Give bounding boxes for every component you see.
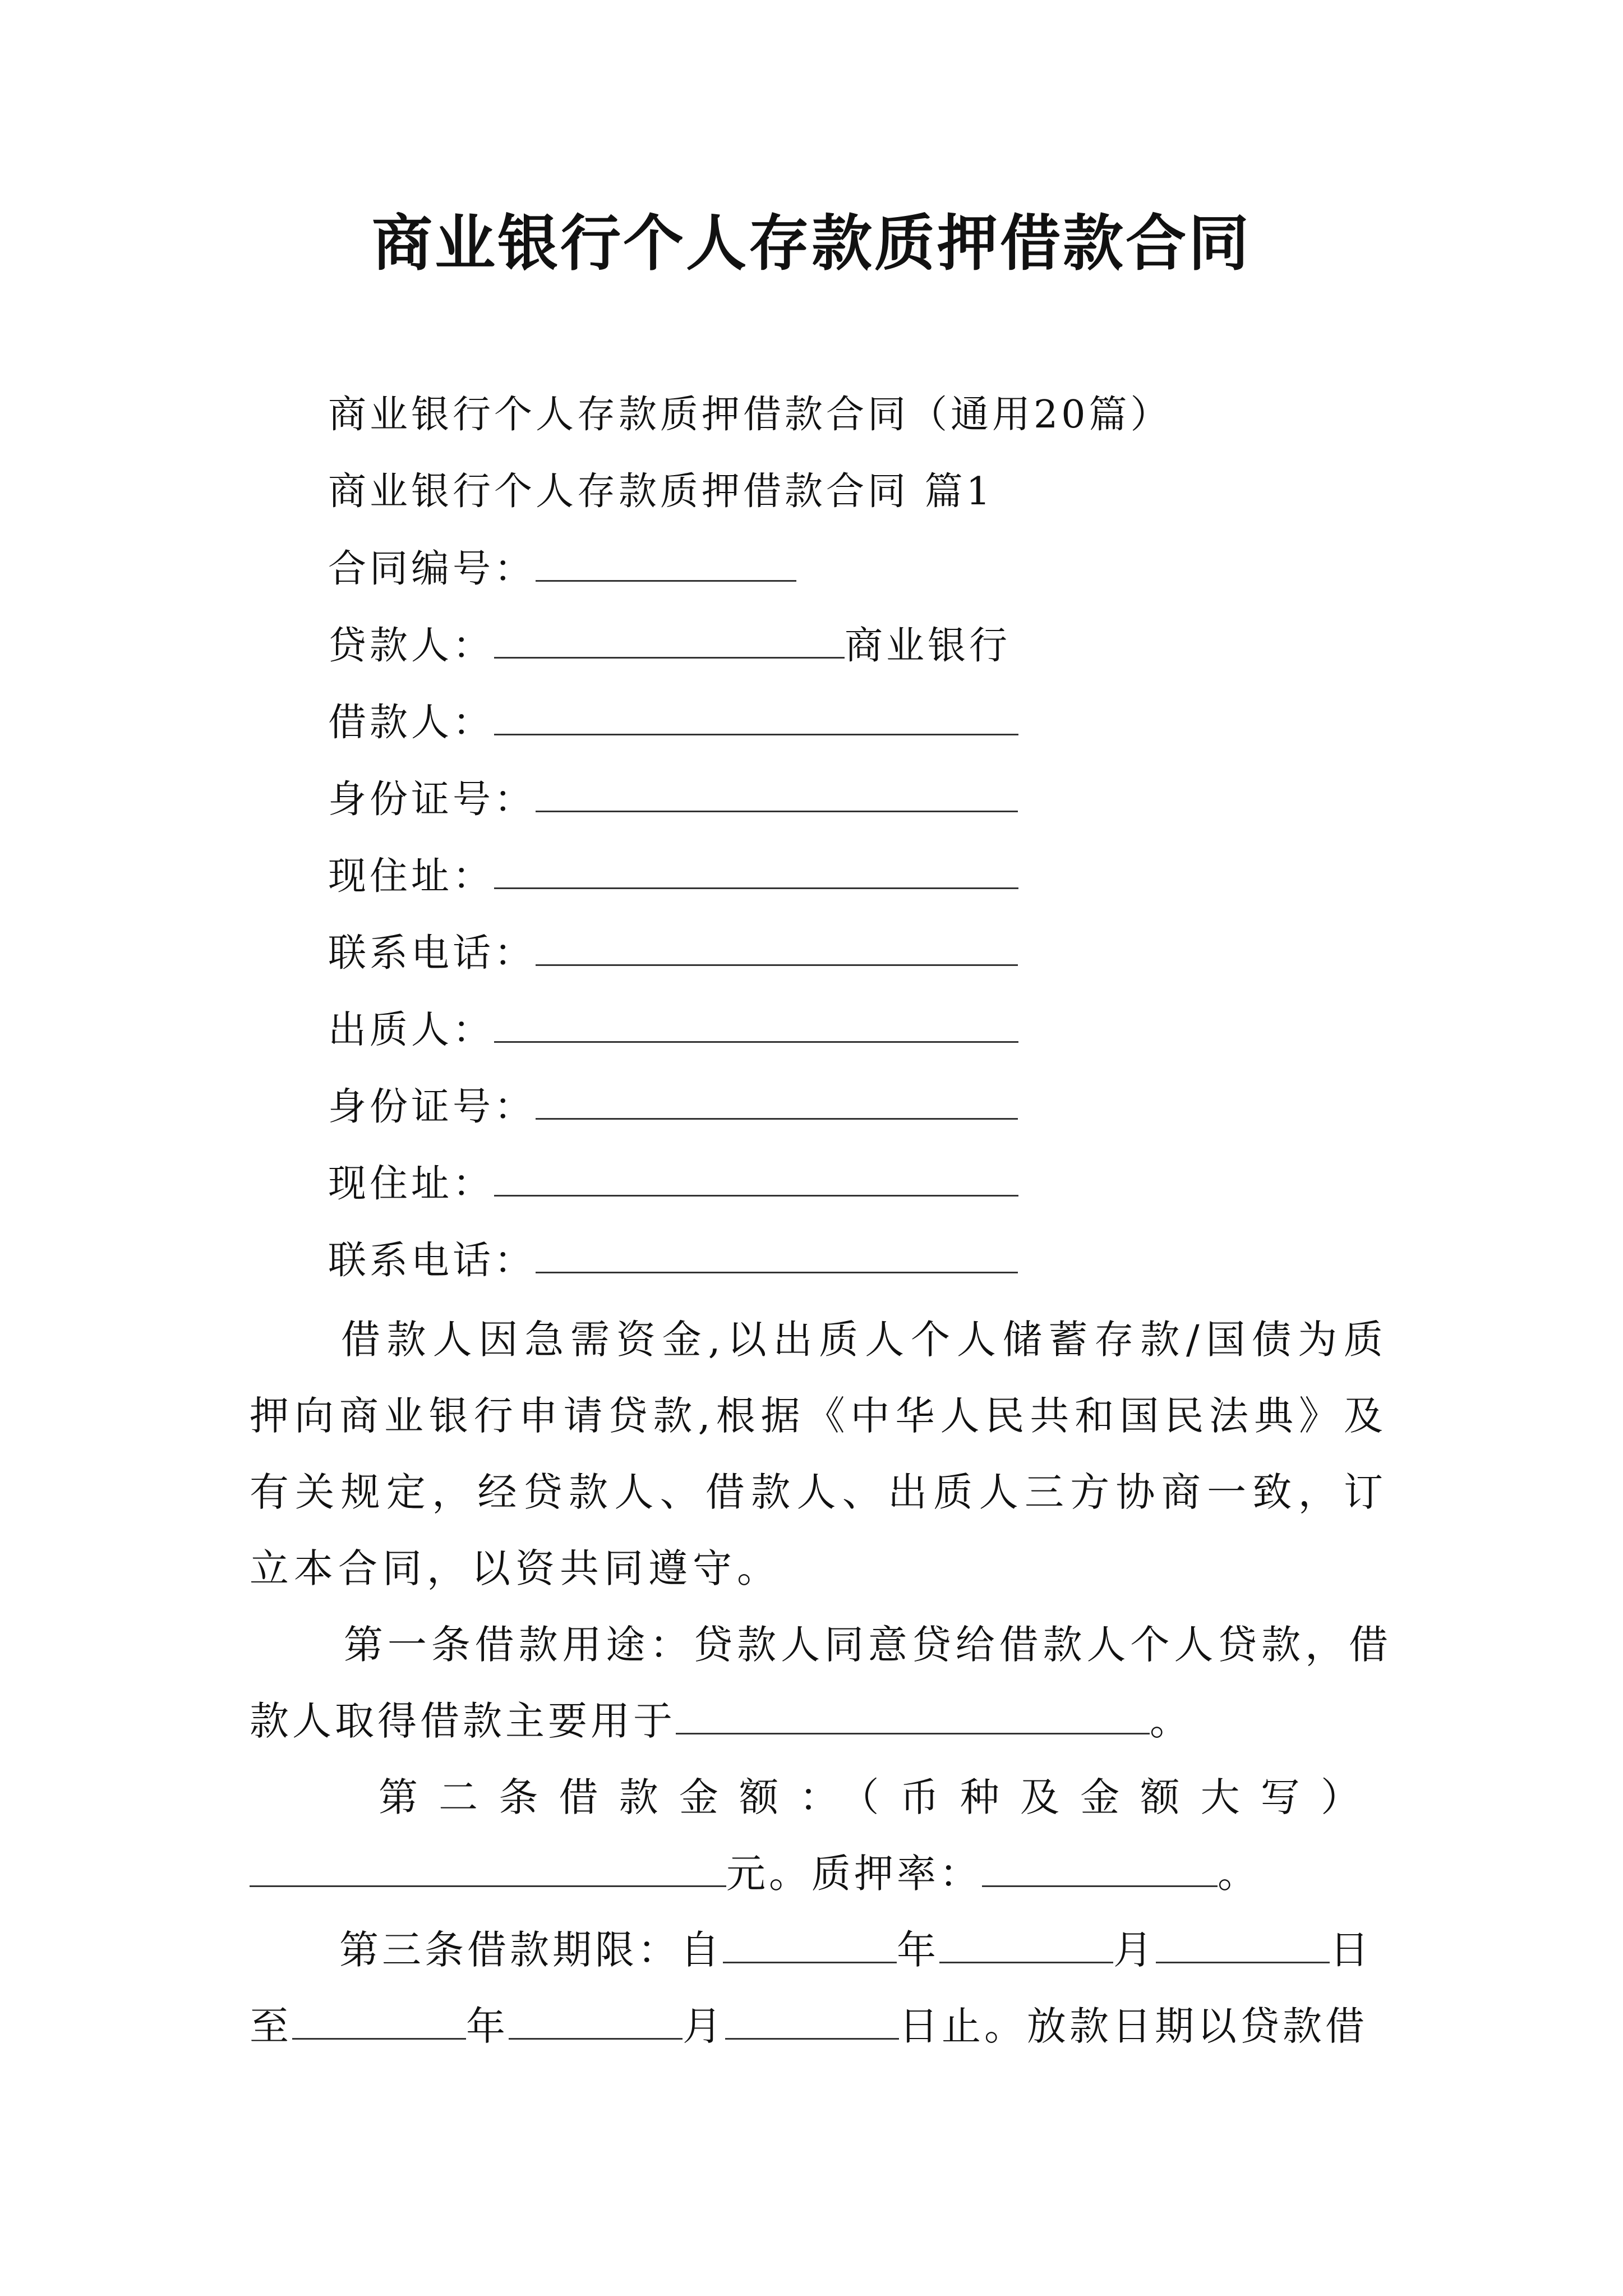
article-1-line-1 (250, 1607, 1388, 1683)
article-3-tail: 日止。放款日期以贷款借 (899, 2003, 1368, 2049)
borrower-label: 借款人： (328, 701, 495, 745)
pledgor-id-row (328, 1079, 1018, 1135)
article-3-year-1: 年 (897, 1927, 939, 1973)
article-1-text-a: 第一条借款用途：贷款人同意贷给借款人个人贷款，借 (339, 1622, 1388, 1668)
article-3-end-month-blank (509, 1999, 683, 2040)
borrower-id-blank (536, 771, 1018, 812)
lender-label: 贷款人： (328, 624, 495, 668)
document-subtitle: 商业银行个人存款质押借款合同（通用20篇） (328, 393, 1172, 437)
pledgor-phone-blank (536, 1232, 1018, 1273)
article-1-purpose-blank (676, 1694, 1150, 1734)
article-3-to: 至 (250, 2003, 292, 2049)
article-3-line-1 (339, 1912, 1372, 1988)
borrower-blank (494, 694, 1018, 735)
borrower-phone-blank (536, 925, 1018, 966)
article-1-text-b: 款人取得借款主要用于 (250, 1698, 676, 1744)
article-3-start-day-blank (1156, 1922, 1330, 1963)
article-1-end: 。 (1150, 1698, 1192, 1744)
article-2-line-1: 第二条借款金额：（币种及金额大写） (379, 1774, 1377, 1820)
contract-number-row (328, 541, 796, 597)
borrower-address-label: 现住址： (328, 854, 495, 899)
borrower-phone-label: 联系电话： (328, 931, 536, 976)
borrower-address-blank (494, 848, 1018, 889)
article-3-month-2: 月 (683, 2003, 725, 2049)
contract-number-blank (536, 541, 796, 582)
lender-suffix: 商业银行 (845, 624, 1011, 668)
article-1-line-2 (250, 1683, 1192, 1759)
article-3-end-day-blank (725, 1999, 899, 2040)
lender-row (328, 618, 1011, 674)
contract-number-label: 合同编号： (328, 547, 536, 591)
borrower-id-row (328, 771, 1018, 828)
article-3-text-a: 第三条借款期限：自 (339, 1927, 723, 1973)
lender-blank (494, 618, 845, 659)
document-title: 商业银行个人存款质押借款合同 (371, 209, 1251, 279)
article-3-year-2: 年 (466, 2003, 509, 2049)
article-3-end-year-blank (292, 1999, 466, 2040)
borrower-id-label: 身份证号： (328, 777, 536, 822)
pledgor-id-blank (536, 1079, 1018, 1120)
pledgor-phone-label: 联系电话： (328, 1239, 536, 1283)
article-3-day-1: 日 (1330, 1927, 1372, 1973)
article-2-end: 。 (1218, 1851, 1260, 1897)
article-2-line-2 (250, 1835, 1260, 1912)
article-3-start-year-blank (723, 1922, 897, 1963)
intro-text: 借款人因急需资金,以出质人个人储蓄存款/国债为质押向商业银行申请贷款,根据《中华人民共和国民法典》及有关规定，经贷款人、借款人、出质人三方协商一致，订立本合同，以资共同遵守。 (250, 1317, 1388, 1591)
borrower-address-row (328, 848, 1018, 905)
pledgor-address-row (328, 1156, 1018, 1212)
pledgor-id-label: 身份证号： (328, 1085, 536, 1129)
pledgor-blank (494, 1002, 1018, 1043)
article-3-month-1: 月 (1113, 1927, 1156, 1973)
article-2-text-b: 元。质押率： (726, 1851, 982, 1897)
section-heading: 商业银行个人存款质押借款合同 篇1 (328, 470, 994, 514)
pledgor-address-label: 现住址： (328, 1162, 495, 1206)
borrower-phone-row (328, 925, 1018, 982)
pledgor-phone-row (328, 1232, 1018, 1289)
pledgor-label: 出质人： (328, 1008, 495, 1052)
article-2-rate-blank (982, 1846, 1218, 1887)
borrower-row (328, 694, 1018, 751)
article-3-line-2 (250, 1988, 1368, 2064)
pledgor-row (328, 1002, 1018, 1059)
article-2-amount-blank (250, 1846, 726, 1887)
intro-paragraph (250, 1301, 1388, 1607)
article-3-start-month-blank (939, 1922, 1113, 1963)
pledgor-address-blank (494, 1156, 1018, 1197)
